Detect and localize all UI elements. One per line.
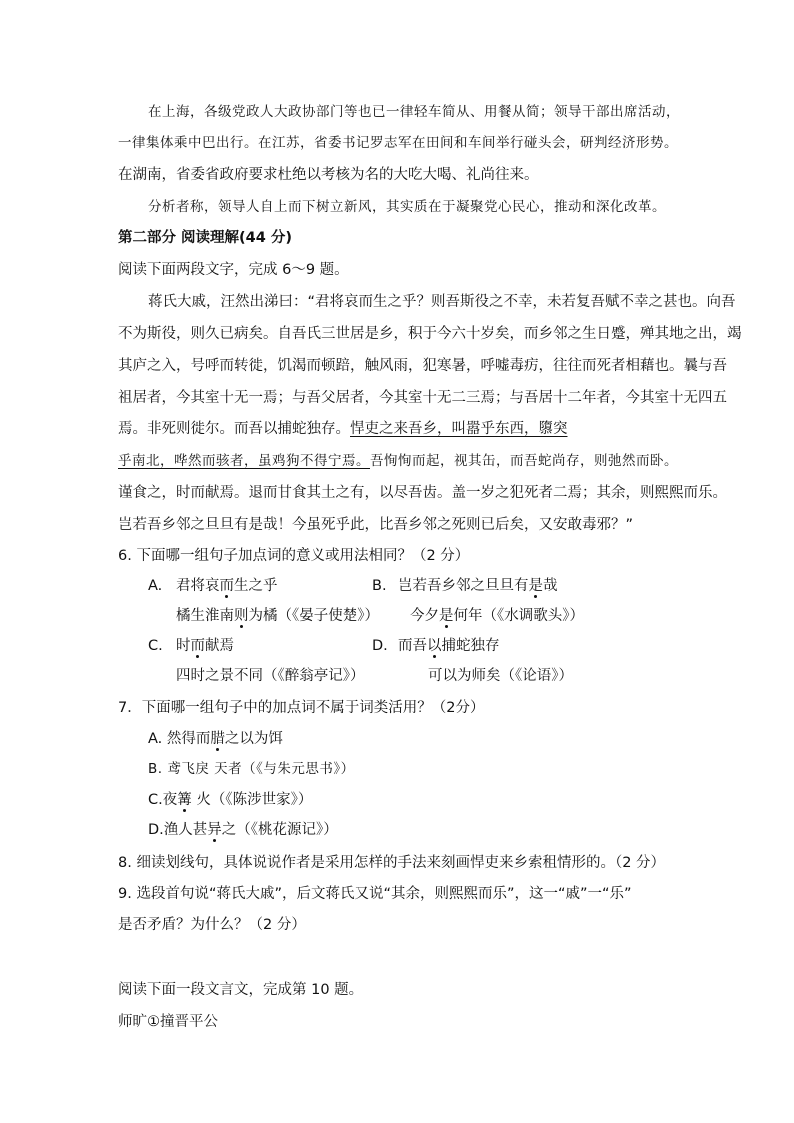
question-9-line-1: 9. 选段首句说“蒋氏大戚”，后文蒋氏又说“其余，则熙熙而乐”，这一“戚”一“乐”	[118, 886, 632, 902]
q7-option-a	[148, 729, 283, 749]
intro-line-2: 一律集体乘中巴出行。在江苏，省委书记罗志军在田间和车间举行碰头会，研判经济形势。	[118, 135, 678, 151]
option-label: C.	[148, 792, 163, 808]
passage-line-6	[118, 451, 678, 471]
q6-option-d-line-2: 可以为师矣（《论语》）	[428, 668, 573, 684]
dotted-word: 以	[427, 638, 442, 654]
text-segment: 渔人甚	[163, 822, 208, 838]
passage-line-3: 其庐之入，号呼而转徙，饥渴而顿踣，触风雨，犯寒暑，呼嘘毒疠，往往而死者相藉也。曩与吾	[118, 358, 727, 374]
q7-option-b	[148, 759, 355, 779]
text-segment: 火（《陈涉世家》）	[191, 792, 313, 808]
next-instruction: 阅读下面一段文言文，完成第 10 题。	[118, 982, 364, 998]
text-segment: 然得而	[166, 731, 211, 747]
next-passage-title: 师旷①撞晋平公	[118, 1014, 218, 1030]
dotted-word: 而	[219, 578, 234, 594]
text-segment: 时	[176, 638, 191, 654]
passage-line-8: 岂若吾乡邻之旦旦有是哉！今虽死乎此，比吾乡邻之死则已后矣，又安敢毒邪？”	[118, 517, 634, 533]
q6-option-b-label: B.	[372, 578, 387, 594]
question-6-stem: 6. 下面哪一组句子加点词的意义或用法相同？（2 分）	[118, 548, 470, 564]
q6-option-d-label: D.	[372, 638, 388, 654]
q6-option-a-line-1	[176, 576, 278, 596]
intro-line-1: 在上海，各级党政人大政协部门等也已一律轻车简从、用餐从简；领导干部出席活动，	[148, 104, 680, 120]
text-segment: 岂若吾乡邻之旦旦有	[398, 578, 529, 594]
passage-line-7: 谨食之，时而献焉。退而甘食其土之有，以尽吾齿。盖一岁之犯死者二焉；其余，则熙熙而乐。	[118, 485, 727, 501]
q6-option-c-line-2: 四时之景不同（《醉翁亭记》）	[176, 668, 365, 684]
option-label: A.	[148, 731, 163, 747]
text-segment: 献焉	[205, 638, 234, 654]
underlined-sentence-part-2: 乎南北，哗然而骇者，虽鸡狗不得宁焉。	[118, 453, 370, 469]
passage-line-5-plain: 焉。非死则徙尔。而吾以捕蛇独存。	[118, 421, 350, 437]
text-segment: 哉	[543, 578, 558, 594]
passage-line-1: 蒋氏大戚，汪然出涕曰：“君将哀而生之乎？则吾斯役之不幸，未若复吾赋不幸之甚也。向吾	[148, 294, 736, 310]
q7-option-c	[148, 790, 312, 810]
passage-line-5	[118, 419, 568, 439]
text-segment: 何年（《水调歌头》）	[453, 608, 584, 624]
option-label: D.	[148, 822, 164, 838]
dotted-word: 而	[190, 638, 205, 654]
option-label: B.	[148, 761, 163, 777]
q6-option-b-line-2	[410, 606, 584, 626]
question-7-stem: 7．下面哪一组句子中的加点词不属于词类活用？（2分）	[118, 700, 485, 716]
passage-line-4: 祖居者，今其室十无一焉；与吾父居者，今其室十无二三焉；与吾居十二年者，今其室十无四五	[118, 390, 727, 406]
intro-line-3: 在湖南，省委省政府要求杜绝以考核为名的大吃大喝、礼尚往来。	[118, 167, 539, 183]
q6-option-a-line-2	[176, 606, 379, 626]
q6-option-b-line-1	[398, 576, 558, 596]
dotted-word: 是	[528, 578, 543, 594]
intro-line-4: 分析者称，领导人自上而下树立新风，其实质在于凝聚党心民心，推动和深化改革。	[148, 199, 666, 215]
dotted-word: 是	[439, 608, 454, 624]
text-segment: 捕蛇独存	[441, 638, 500, 654]
text-segment: 君将哀	[176, 578, 220, 594]
dotted-word: 腊	[210, 731, 225, 747]
text-segment: 夜	[162, 792, 178, 808]
text-segment: 橘生淮南	[176, 608, 234, 624]
q6-option-d-line-1	[398, 636, 500, 656]
text-segment: 为橘（《晏子使楚》）	[248, 608, 379, 624]
text-segment: 鸢飞戾 天者（《与朱元思书》）	[167, 761, 355, 777]
dotted-word: 篝	[177, 792, 192, 808]
text-segment: 之（《桃花源记》）	[221, 822, 338, 838]
passage-line-6-plain: 吾恂恂而起，视其缶，而吾蛇尚存，则弛然而卧。	[370, 453, 678, 469]
text-segment: 之以为饵	[224, 731, 283, 747]
question-8: 8. 细读划线句，具体说说作者是采用怎样的手法来刻画悍吏来乡索租情形的。（2 分）	[118, 855, 666, 871]
passage-line-2: 不为斯役，则久已病矣。自吾氏三世居是乡，积于今六十岁矣，而乡邻之生日蹙，殚其地之出，竭	[118, 326, 742, 342]
q6-option-c-label: C.	[148, 638, 163, 654]
q7-option-d	[148, 820, 338, 840]
text-segment: 而吾	[398, 638, 427, 654]
q6-option-a-label: A.	[148, 578, 163, 594]
section-instruction: 阅读下面两段文字，完成 6～9 题。	[118, 262, 349, 278]
q6-option-c-line-1	[176, 636, 234, 656]
question-9-line-2: 是否矛盾？为什么？（2 分）	[118, 917, 306, 933]
text-segment: 生之乎	[234, 578, 278, 594]
text-segment: 今夕	[410, 608, 439, 624]
dotted-word: 则	[234, 608, 249, 624]
dotted-word: 异	[207, 822, 222, 838]
section-title: 第二部分 阅读理解(44 分)	[118, 230, 293, 246]
underlined-sentence-part-1: 悍吏之来吾乡，叫嚣乎东西，隳突	[350, 421, 568, 437]
